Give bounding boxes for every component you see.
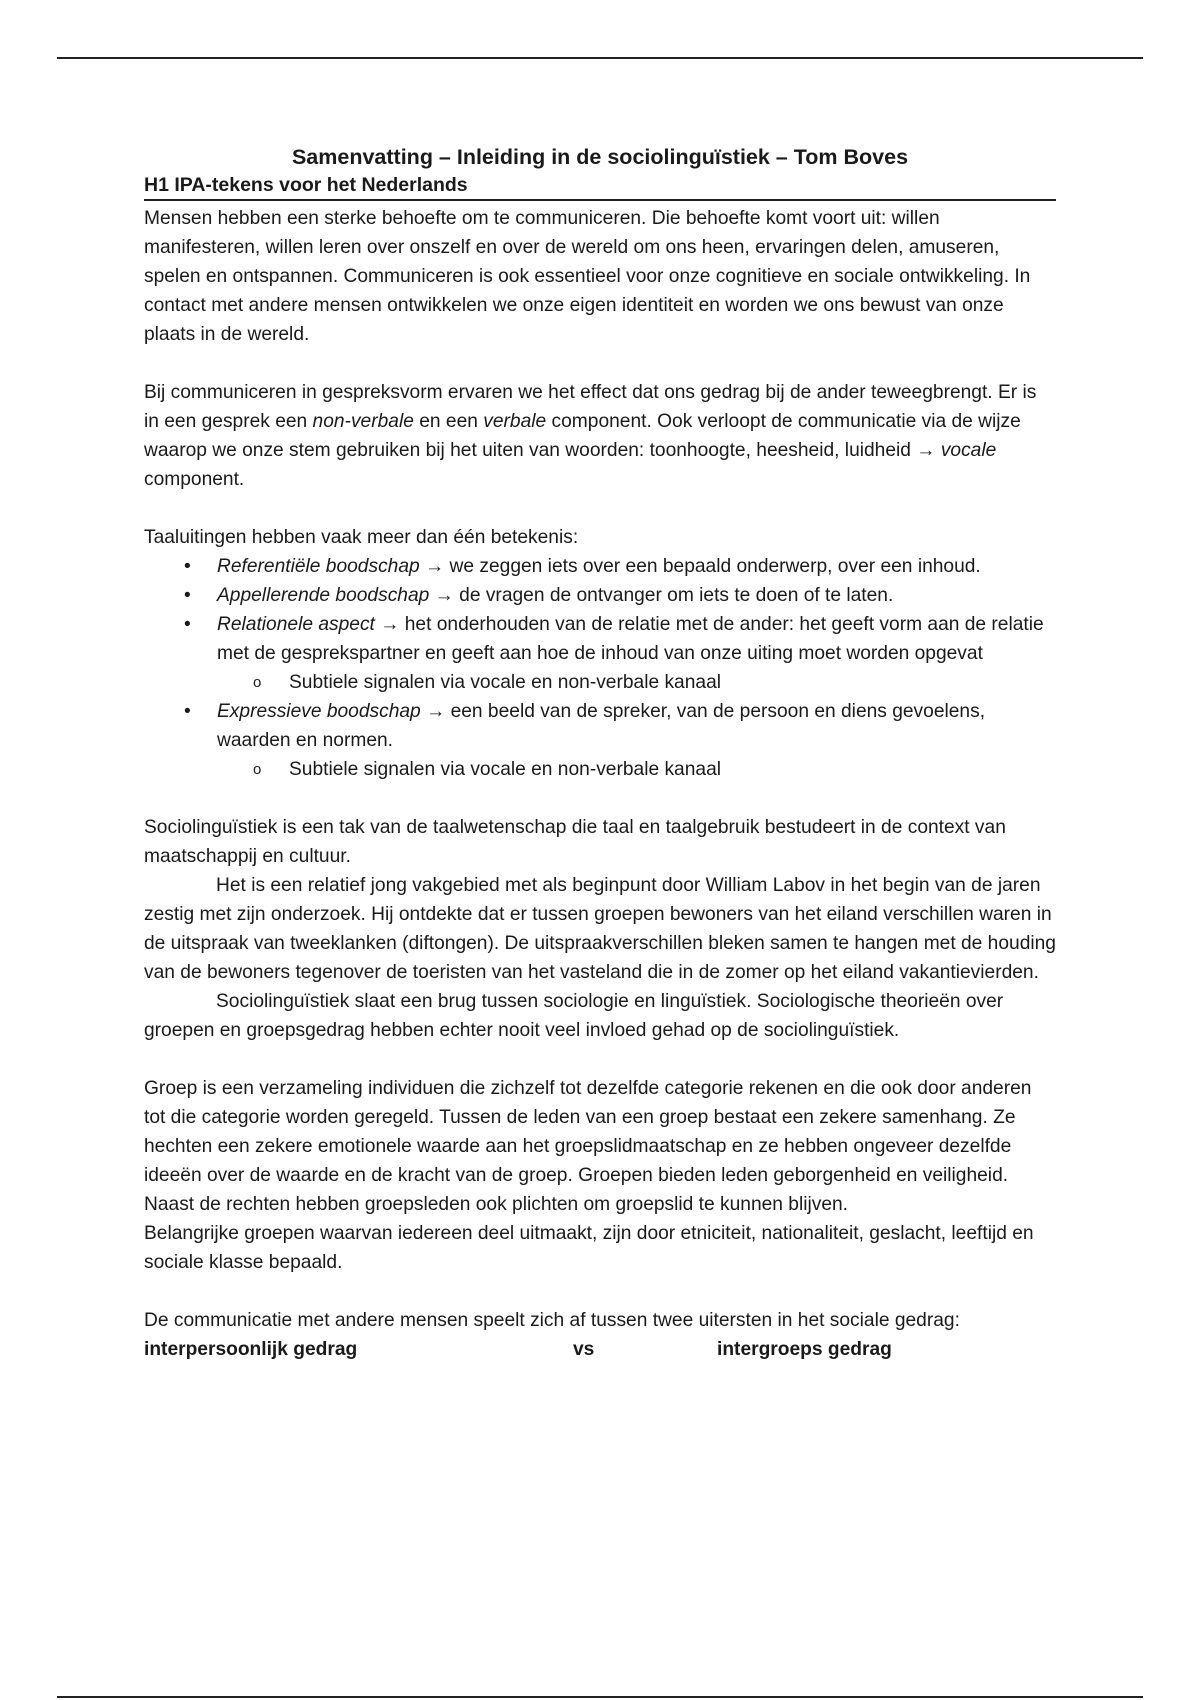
- paragraph-bridge: Sociolinguïstiek slaat een brug tussen sociologie en linguïstiek. Sociologische theorieën over groepen en groepsgedrag hebben echter nooit veel invloed gehad op de sociolinguïstiek.: [144, 991, 1004, 1041]
- sub-list-item: o Subtiele signalen via vocale en non-verbale kanaal: [217, 668, 1056, 697]
- bullet-icon: •: [184, 614, 191, 635]
- paragraph-meanings-intro: Taaluitingen hebben vaak meer dan één betekenis:: [144, 527, 579, 548]
- document-body: [144, 142, 1056, 1364]
- sub-list: [217, 755, 1056, 784]
- paragraph-labov: Het is een relatief jong vakgebied met als beginpunt door William Labov in het begin van de jaren zestig met zijn onderzoek. Hij ontdekte dat er tussen groepen bewoners van het eiland verschillen waren in de uitspraak van tweeklanken (diftongen). De uitspraakverschillen bleken samen te hangen met de houding van de bewoners tegenover de toeristen van het vasteland die in de zomer op het eiland vakantievierden.: [144, 875, 1056, 983]
- interpersonal-label: interpersoonlijk gedrag: [144, 1339, 358, 1360]
- bullet-icon: •: [184, 556, 191, 577]
- list-item-referential: • Referentiële boodschap → we zeggen iets over een bepaald onderwerp, over een inhoud.: [144, 552, 1056, 581]
- meaning-list: [144, 552, 1056, 784]
- circle-bullet-icon: o: [253, 761, 262, 778]
- bullet-icon: •: [184, 701, 191, 722]
- behaviour-contrast-row: [144, 1335, 1056, 1364]
- paragraph-important-groups: Belangrijke groepen waarvan iedereen deel uitmaakt, zijn door etniciteit, nationaliteit, geslacht, leeftijd en sociale klasse bepaald.: [144, 1223, 1034, 1273]
- page-bottom-rule: [57, 1696, 1143, 1698]
- paragraph-communication-need: Mensen hebben een sterke behoefte om te communiceren. Die behoefte komt voort uit: willen manifesteren, willen leren over onszelf en over de wereld om ons heen, ervaringen delen, amuseren, spelen en ontspannen. Communiceren is ook essentieel voor onze cognitieve en sociale ontwikkeling. In contact met andere mensen ontwikkelen we onze eigen identiteit en worden we ons bewust van onze plaats in de wereld.: [144, 208, 1031, 345]
- sub-list-item: o Subtiele signalen via vocale en non-verbale kanaal: [217, 755, 1056, 784]
- vs-label: vs: [573, 1339, 595, 1360]
- paragraph-components: Bij communiceren in gespreksvorm ervaren we het effect dat ons gedrag bij de ander teweegbrengt. Er is in een gesprek een non-verbale en een verbale component. Ook verloopt de communicatie via de wijze waarop we onze stem gebruiken bij het uiten van woorden: toonhoogte, heesheid, luidheid → vocale component.: [144, 382, 1037, 490]
- section-heading: H1 IPA-tekens voor het Nederlands: [144, 172, 1056, 201]
- paragraph-sociolinguistics-definition: Sociolinguïstiek is een tak van de taalwetenschap die taal en taalgebruik bestudeert in de context van maatschappij en cultuur.: [144, 817, 1006, 867]
- list-item-appealing: • Appellerende boodschap → de vragen de ontvanger om iets te doen of te laten.: [144, 581, 1056, 610]
- list-item-expressive: • Expressieve boodschap → een beeld van de spreker, van de persoon en diens gevoelens, waarden en normen. o Subtiele signalen via vocale en non-verbale kanaal: [144, 697, 1056, 784]
- sub-list: [217, 668, 1056, 697]
- page-top-rule: [57, 57, 1143, 59]
- intergroup-label: intergroeps gedrag: [717, 1339, 892, 1360]
- paragraph-social-behaviour: De communicatie met andere mensen speelt zich af tussen twee uitersten in het sociale gedrag:: [144, 1310, 960, 1331]
- bullet-icon: •: [184, 585, 191, 606]
- circle-bullet-icon: o: [253, 674, 262, 691]
- list-item-relational: • Relationele aspect → het onderhouden van de relatie met de ander: het geeft vorm aan de relatie met de gesprekspartner en geeft aan hoe de inhoud van onze uiting moet worden opgevat o Subtiele signalen via vocale en non-verbale kanaal: [144, 610, 1056, 697]
- document-title: Samenvatting – Inleiding in de sociolinguïstiek – Tom Boves: [291, 145, 909, 169]
- paragraph-group-definition: Groep is een verzameling individuen die zichzelf tot dezelfde categorie rekenen en die ook door anderen tot die categorie worden geregeld. Tussen de leden van een groep bestaat een zekere samenhang. Ze hechten een zekere emotionele waarde aan het groepslidmaatschap en ze hebben ongeveer dezelfde ideeën over de waarde en de kracht van de groep. Groepen bieden leden geborgenheid en veiligheid. Naast de rechten hebben groepsleden ook plichten om groepslid te kunnen blijven.: [144, 1078, 1032, 1215]
